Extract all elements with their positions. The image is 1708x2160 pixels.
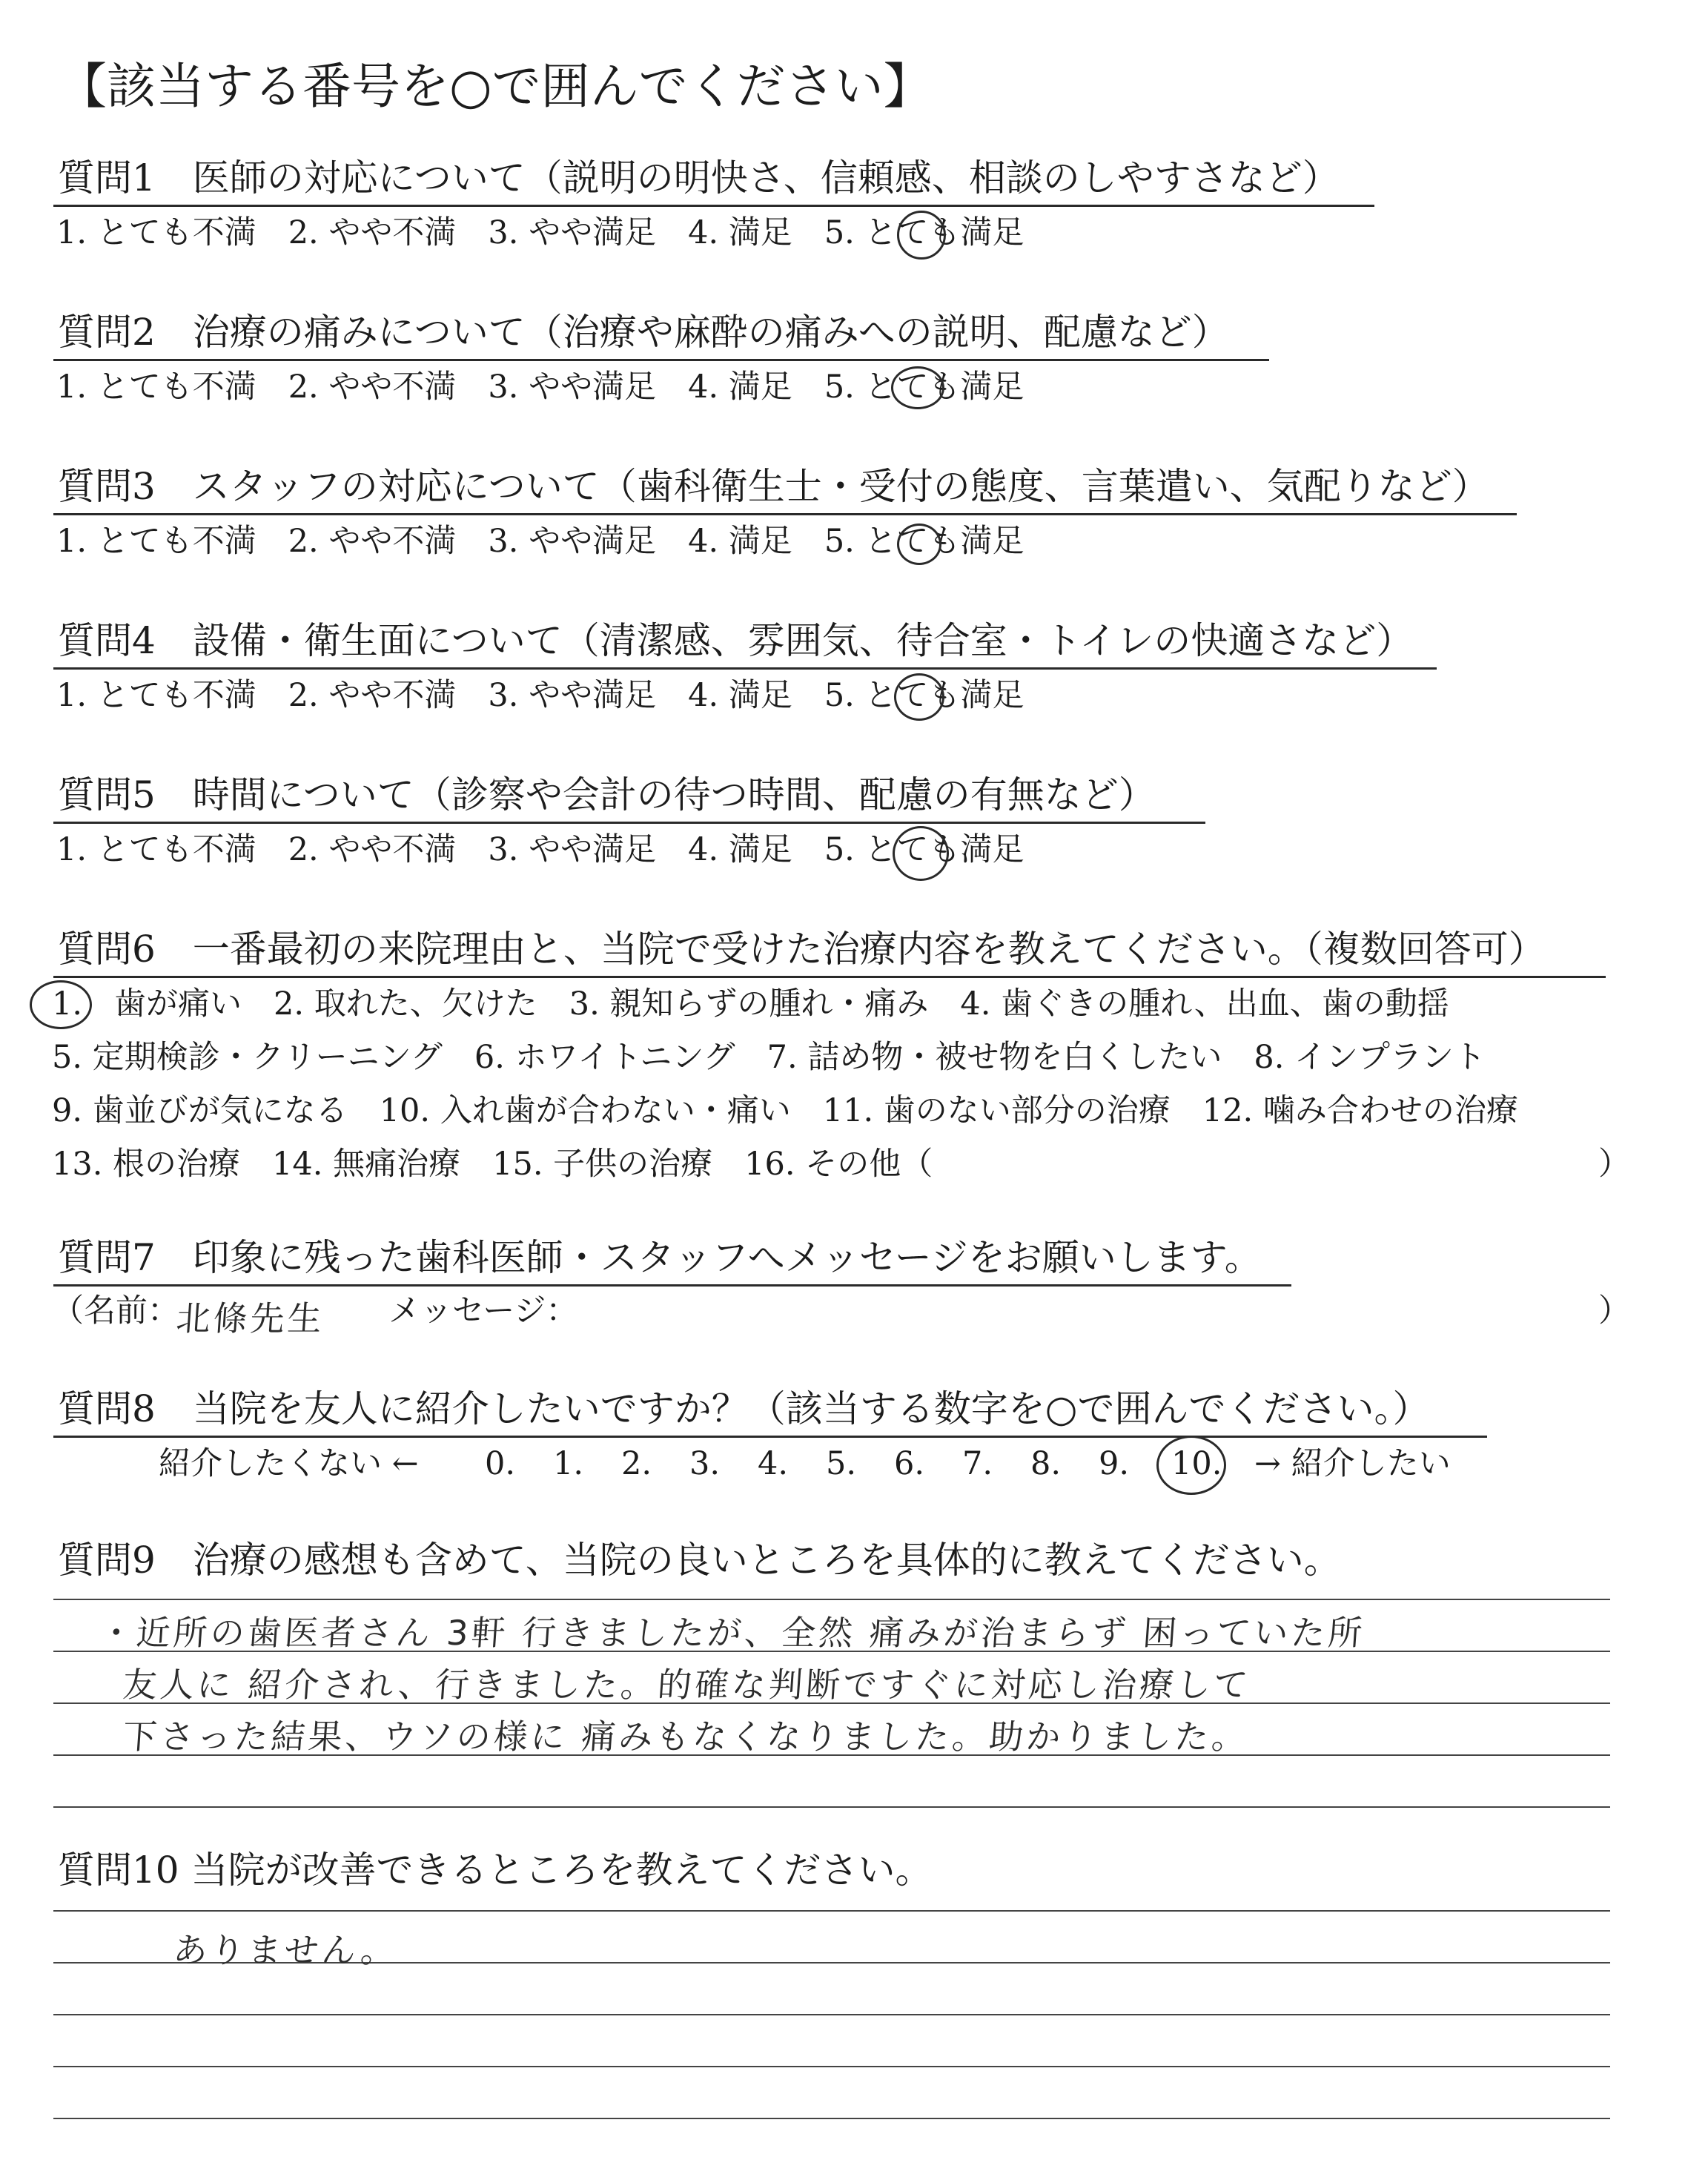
question-8-number-4[interactable]: 4.	[758, 1445, 789, 1482]
question-10-rule-5	[53, 2118, 1610, 2119]
question-4-title: 質問4 設備・衛生面について（清潔感、雰囲気、待合室・トイレの快適さなど）	[58, 619, 1414, 662]
question-9-title: 質問9 治療の感想も含めて、当院の良いところを具体的に教えてください。	[58, 1539, 1341, 1582]
question-8-number-10[interactable]: 10.	[1171, 1445, 1222, 1482]
question-5-title: 質問5 時間について（診察や会計の待つ時間、配慮の有無など）	[58, 773, 1156, 816]
question-10-rule-4	[53, 2066, 1610, 2067]
question-6-title: 質問6 一番最初の来院理由と、当院で受けた治療内容を教えてください。（複数回答可）	[58, 928, 1546, 971]
question-5-selection-circle	[893, 826, 949, 881]
question-8-number-7[interactable]: 7.	[962, 1445, 993, 1482]
question-8-left-label: 紹介したくない ←	[159, 1445, 419, 1482]
question-1-options[interactable]: 1. とても不満 2. やや不満 3. やや満足 4. 満足 5. とても満足	[56, 214, 1025, 251]
question-7-underline	[53, 1284, 1291, 1287]
question-10-answer-line-1[interactable]: ありません。	[171, 1930, 400, 1970]
question-5-options[interactable]: 1. とても不満 2. やや不満 3. やや満足 4. 満足 5. とても満足	[56, 831, 1025, 868]
question-7-close-paren: ）	[1598, 1292, 1630, 1330]
question-3-underline	[53, 513, 1517, 515]
question-10-title: 質問10 当院が改善できるところを教えてください。	[58, 1849, 933, 1892]
question-6-options-row-2[interactable]: 5. 定期検診・クリーニング 6. ホワイトニング 7. 詰め物・被せ物を白くしたい 8. インプラント	[52, 1039, 1486, 1076]
question-8-underline	[53, 1436, 1487, 1438]
question-7-message-label: メッセージ：	[388, 1292, 578, 1330]
question-6-options-row-1[interactable]: 1. 歯が痛い 2. 取れた、欠けた 3. 親知らずの腫れ・痛み 4. 歯ぐきの腫れ、出血、歯の動揺	[52, 985, 1449, 1023]
question-10-rule-1	[53, 1910, 1610, 1912]
question-9-rule-5	[53, 1806, 1610, 1808]
form-instruction: 【該当する番号を○で囲んでください】	[58, 58, 933, 115]
question-8-number-0[interactable]: 0.	[485, 1445, 516, 1482]
question-4-underline	[53, 667, 1437, 670]
question-1-title: 質問1 医師の対応について（説明の明快さ、信頼感、相談のしやすさなど）	[58, 156, 1340, 199]
question-2-underline	[53, 359, 1269, 361]
question-8-number-8[interactable]: 8.	[1030, 1445, 1062, 1482]
question-6-options-row-3[interactable]: 9. 歯並びが気になる 10. 入れ歯が合わない・痛い 11. 歯のない部分の治療 12. 噛み合わせの治療	[52, 1092, 1518, 1129]
question-6-underline	[53, 976, 1606, 978]
question-3-title: 質問3 スタッフの対応について（歯科衛生士・受付の態度、言葉遣い、気配りなど）	[58, 465, 1489, 508]
question-8-number-6[interactable]: 6.	[894, 1445, 925, 1482]
question-3-options[interactable]: 1. とても不満 2. やや不満 3. やや満足 4. 満足 5. とても満足	[56, 523, 1025, 560]
question-2-title: 質問2 治療の痛みについて（治療や麻酔の痛みへの説明、配慮など）	[58, 311, 1229, 354]
question-4-options[interactable]: 1. とても不満 2. やや不満 3. やや満足 4. 満足 5. とても満足	[56, 677, 1025, 714]
question-9-answer-line-3[interactable]: 下さった結果、ウソの様に 痛みもなくなりました。助かりました。	[121, 1717, 1251, 1757]
question-5-underline	[53, 822, 1205, 824]
question-8-title: 質問8 当院を友人に紹介したいですか？（該当する数字を○で囲んでください。）	[58, 1387, 1430, 1430]
question-8-number-9[interactable]: 9.	[1099, 1445, 1130, 1482]
question-6-selection-circle	[30, 980, 92, 1029]
question-8-number-3[interactable]: 3.	[689, 1445, 721, 1482]
question-1-underline	[53, 205, 1374, 207]
question-2-selection-circle	[891, 366, 944, 409]
question-6-other-close-paren: ）	[1598, 1146, 1630, 1183]
question-9-rule-1	[53, 1599, 1610, 1600]
question-8-selection-circle	[1156, 1436, 1226, 1495]
question-7-name-handwritten[interactable]: 北條先生	[174, 1298, 326, 1338]
question-3-selection-circle	[897, 524, 941, 565]
question-8-number-5[interactable]: 5.	[826, 1445, 857, 1482]
question-1-selection-circle	[897, 211, 946, 260]
question-7-title: 質問7 印象に残った歯科医師・スタッフへメッセージをお願いします。	[58, 1236, 1262, 1279]
question-6-options-row-4[interactable]: 13. 根の治療 14. 無痛治療 15. 子供の治療 16. その他（	[52, 1146, 933, 1183]
question-9-answer-line-2[interactable]: 友人に 紹介され、行きました。的確な判断ですぐに対応し治療して	[121, 1665, 1253, 1705]
question-10-rule-3	[53, 2014, 1610, 2015]
question-4-selection-circle	[894, 673, 944, 721]
question-8-number-1[interactable]: 1.	[553, 1445, 584, 1482]
question-9-answer-line-1[interactable]: ・近所の歯医者さん 3軒 行きましたが、全然 痛みが治まらず 困っていた所	[97, 1613, 1367, 1653]
question-8-right-label: → 紹介したい	[1254, 1445, 1451, 1482]
question-7-name-label: （名前：	[52, 1292, 179, 1330]
question-2-options[interactable]: 1. とても不満 2. やや不満 3. やや満足 4. 満足 5. とても満足	[56, 369, 1025, 406]
question-8-number-2[interactable]: 2.	[621, 1445, 652, 1482]
